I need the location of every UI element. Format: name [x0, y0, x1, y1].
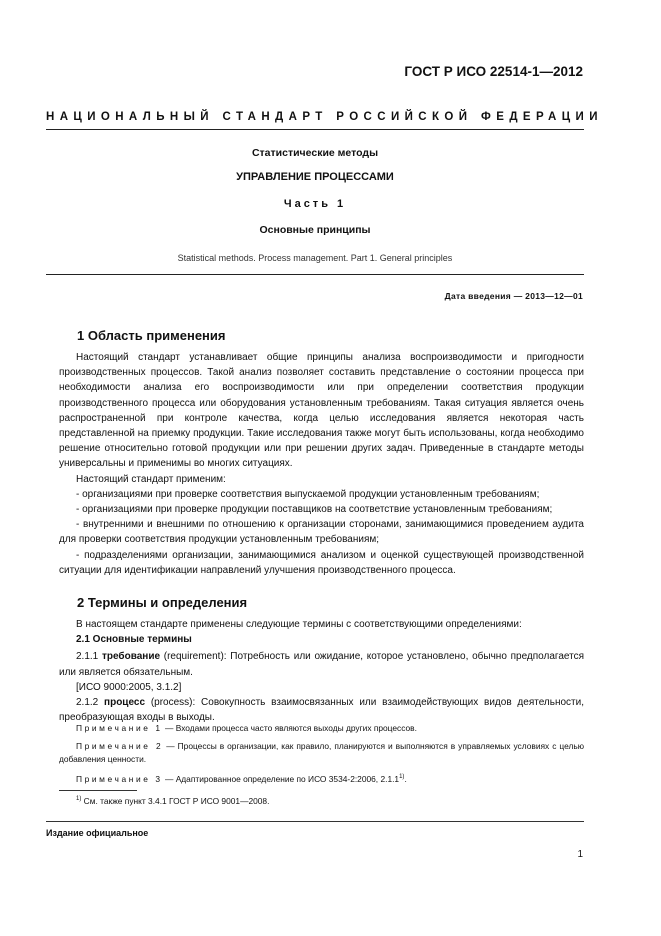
list-item: - внутренними и внешними по отношению к организации сторонами, занимающимися проведением аудита для проверки соответствия продукции установленным требованиям; — [59, 519, 584, 546]
footer-divider — [46, 821, 584, 822]
term-definition: (requirement): Потребность или ожидание, которое установлено, обычно предполагается или является обязательным. — [59, 651, 585, 678]
note-2 — [59, 740, 584, 765]
section-1-heading: 1 Область применения — [77, 328, 226, 343]
top-divider — [46, 129, 584, 130]
notes-block — [59, 722, 584, 791]
edition-label: Издание официальное — [46, 828, 149, 838]
note-3 — [59, 771, 584, 785]
section-2-heading: 2 Термины и определения — [77, 595, 248, 610]
title-line-1: Статистические методы — [251, 147, 379, 159]
introduction-date: Дата введения — 2013—12—01 — [444, 291, 583, 301]
title-divider — [46, 274, 584, 275]
term-definition: (process): Совокупность взаимосвязанных или взаимодействующих видов деятельности, преобразующая входы в выходы. — [59, 697, 585, 724]
title-line-4: Основные принципы — [259, 224, 371, 236]
term-name: требование — [101, 651, 161, 663]
footnote-marker: 1) — [76, 796, 82, 803]
term-name: процесс — [104, 697, 146, 709]
footnote-ref: 1) — [399, 774, 405, 781]
subsection-heading: 2.1 Основные термины — [76, 634, 192, 646]
note-label: Примечание 3 — [76, 774, 163, 785]
note-text: — Адаптированное определение по ИСО 3534-2:2006, 2.1.1 — [165, 774, 400, 785]
section-1-applicability: Настоящий стандарт применим: — [76, 473, 226, 485]
section-1-body — [59, 350, 584, 578]
term-number: 2.1.1 — [76, 651, 99, 663]
english-title: Statistical methods. Process management. Part 1. General principles — [177, 253, 453, 263]
term-process — [59, 695, 584, 725]
section-2-body — [59, 617, 584, 725]
note-1 — [59, 722, 584, 734]
note-text: — Процессы в организации, как правило, планируются и выполняются в управляемых условиях с целью добавления ценности. — [59, 741, 584, 764]
note-label: Примечание 1 — [76, 723, 163, 733]
title-line-2: УПРАВЛЕНИЕ ПРОЦЕССАМИ — [236, 171, 394, 183]
list-item: - организациями при проверке продукции поставщиков на соответствие установленным требованиям; — [76, 504, 553, 516]
term-requirement — [59, 649, 584, 679]
list-item: - организациями при проверке соответствия выпускаемой продукции установленным требованиям; — [76, 488, 540, 500]
term-reference: [ИСО 9000:2005, 3.1.2] — [76, 681, 182, 693]
page-number: 1 — [577, 849, 583, 860]
footnote — [76, 796, 269, 806]
term-number: 2.1.2 — [76, 697, 99, 709]
note-label: Примечание 2 — [76, 741, 164, 752]
footnote-text: См. также пункт 3.4.1 ГОСТ Р ИСО 9001—2008. — [83, 796, 270, 806]
section-1-paragraph: Настоящий стандарт устанавливает общие принципы анализа воспроизводимости и пригодности производственных процессов. Такой анализ позволяет составить представление о состоянии процесса при необходимости анализа его воспроизводимости или при определении соответствия продукции производственного процесса или оборудования установленным требованиям. Такая ситуация является очень распространенной при контроле качества, когда целью исследования является некоторая часть представленной на приемку продукции. Такие исследования также могут быть использованы, когда необходимо решение относительно готовой продукции или при решении других задач. Приведенные в стандарте методы универсальны и применимы во многих ситуациях. — [59, 352, 584, 470]
section-2-intro: В настоящем стандарте применены следующие термины с соответствующими определениями: — [76, 619, 522, 630]
footnote-rule — [59, 790, 137, 791]
title-line-3: Часть 1 — [283, 198, 347, 210]
list-item: - подразделениями организации, занимающимися анализом и оценкой существующей производственной ситуации для идентификации направлений улучшения производственного процесса. — [59, 549, 584, 576]
document-code: ГОСТ Р ИСО 22514-1—2012 — [404, 64, 583, 79]
note-end: . — [404, 774, 407, 785]
national-standard-banner: НАЦИОНАЛЬНЫЙ СТАНДАРТ РОССИЙСКОЙ ФЕДЕРАЦИИ — [46, 111, 603, 123]
note-text: — Входами процесса часто являются выходы других процессов. — [165, 723, 417, 733]
